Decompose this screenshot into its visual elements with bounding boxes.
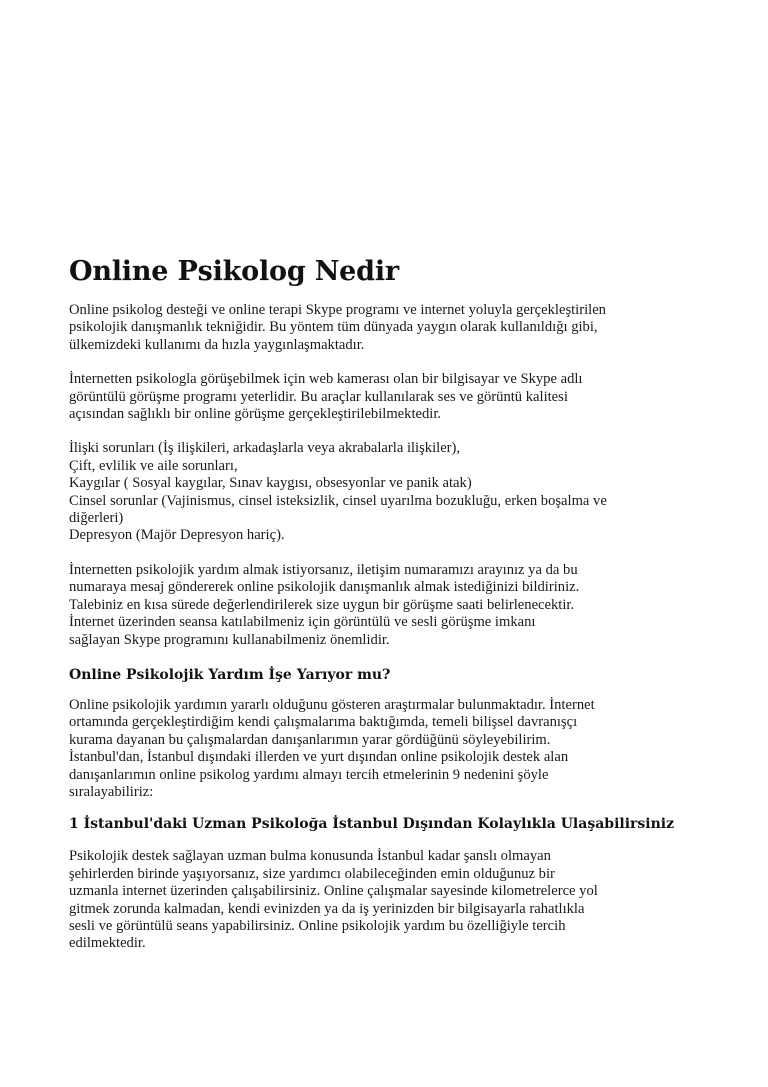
text-line: görüntülü görüşme programı yeterlidir. Bu araçlar kullanılarak ses ve görüntü kalitesi	[69, 388, 568, 405]
text-line: Online psikolog desteği ve online terapi Skype programı ve internet yoluyla gerçekleştirilen	[69, 302, 606, 318]
text-line: sıralayabiliriz:	[69, 783, 154, 800]
text-line: gitmek zorunda kalmadan, kendi evinizden ya da iş yerinizden bir bilgisayarla rahatlıkla	[69, 900, 585, 917]
text-line: Psikolojik destek sağlayan uzman bulma konusunda İstanbul kadar şanslı olmayan	[69, 848, 551, 865]
effectiveness-paragraph	[69, 697, 709, 801]
text-line: sağlayan Skype programını kullanabilmeniz önemlidir.	[69, 631, 390, 648]
list-item: Cinsel sorunlar (Vajinismus, cinsel isteksizlik, cinsel uyarılma bozukluğu, erken boşalma ve	[69, 492, 607, 509]
list-item: Çift, evlilik ve aile sorunları,	[69, 457, 238, 474]
text-line: Talebiniz en kısa sürede değerlendirilerek size uygun bir görüşme saati belirlenecektir.	[69, 596, 575, 613]
text-line: İstanbul'dan, İstanbul dışındaki illerden ve yurt dışından online psikolojik destek alan	[69, 749, 569, 766]
topics-list	[69, 440, 709, 544]
text-line: İnternet üzerinden seansa katılabilmeniz için görüntülü ve sesli görüşme imkanı	[69, 614, 536, 631]
text-line: ortamında gerçekleştirdiğim kendi çalışmalarıma baktığımda, temeli bilişsel davranışçı	[69, 714, 578, 731]
list-item: Depresyon (Majör Depresyon hariç).	[69, 527, 285, 544]
list-item: İlişki sorunları (İş ilişkileri, arkadaşlarla veya akrabalarla ilişkiler),	[69, 440, 461, 457]
contact-paragraph	[69, 562, 709, 649]
reason-1-paragraph	[69, 848, 709, 952]
text-line: kurama dayanan bu çalışmalardan danışanlarımın yarar gördüğünü söyleyebilirim.	[69, 731, 551, 748]
text-line: İnternetten psikologla görüşebilmek için web kamerası olan bir bilgisayar ve Skype adlı	[69, 371, 583, 388]
section-heading-reason-1: 1 İstanbul'daki Uzman Psikoloğa İstanbul Dışından Kolaylıkla Ulaşabilirsiniz	[69, 816, 675, 833]
text-line: psikolojik danışmanlık tekniğidir. Bu yöntem tüm dünyada yaygın olarak kullanıldığı gibi,	[69, 319, 598, 336]
intro-paragraph	[69, 302, 709, 354]
text-line: uzmanla internet üzerinden çalışabilirsiniz. Online çalışmalar sayesinde kilometrelerce yol	[69, 883, 598, 900]
document-content	[69, 252, 709, 970]
text-line: ülkemizdeki kullanımı da hızla yaygınlaşmaktadır.	[69, 336, 365, 353]
text-line: İnternetten psikolojik yardım almak istiyorsanız, iletişim numaramızı arayınız ya da bu	[69, 561, 578, 578]
text-line: açısından sağlıklı bir online görüşme gerçekleştirilebilmektedir.	[69, 406, 442, 423]
requirements-paragraph	[69, 371, 709, 423]
text-line: sesli ve görüntülü seans yapabilirsiniz. Online psikolojik yardım bu özelliğiyle tercih	[69, 917, 566, 934]
text-line: Online psikolojik yardımın yararlı olduğunu gösteren araştırmalar bulunmaktadır. İnternet	[69, 696, 595, 713]
text-line: numaraya mesaj göndererek online psikolojik danışmanlık almak istediğinizi bildiriniz.	[69, 579, 580, 596]
section-heading-effectiveness: Online Psikolojik Yardım İşe Yarıyor mu?	[69, 666, 391, 683]
text-line: edilmektedir.	[69, 935, 146, 952]
page-title: Online Psikolog Nedir	[69, 256, 399, 287]
text-line: danışanlarımın online psikolog yardımı almayı tercih etmelerinin 9 nedenini şöyle	[69, 766, 549, 783]
list-item: diğerleri)	[69, 510, 124, 527]
text-line: şehirlerden birinde yaşıyorsanız, size yardımcı olabileceğinden emin olduğunuz bir	[69, 865, 555, 882]
list-item: Kaygılar ( Sosyal kaygılar, Sınav kaygısı, obsesyonlar ve panik atak)	[69, 475, 472, 492]
